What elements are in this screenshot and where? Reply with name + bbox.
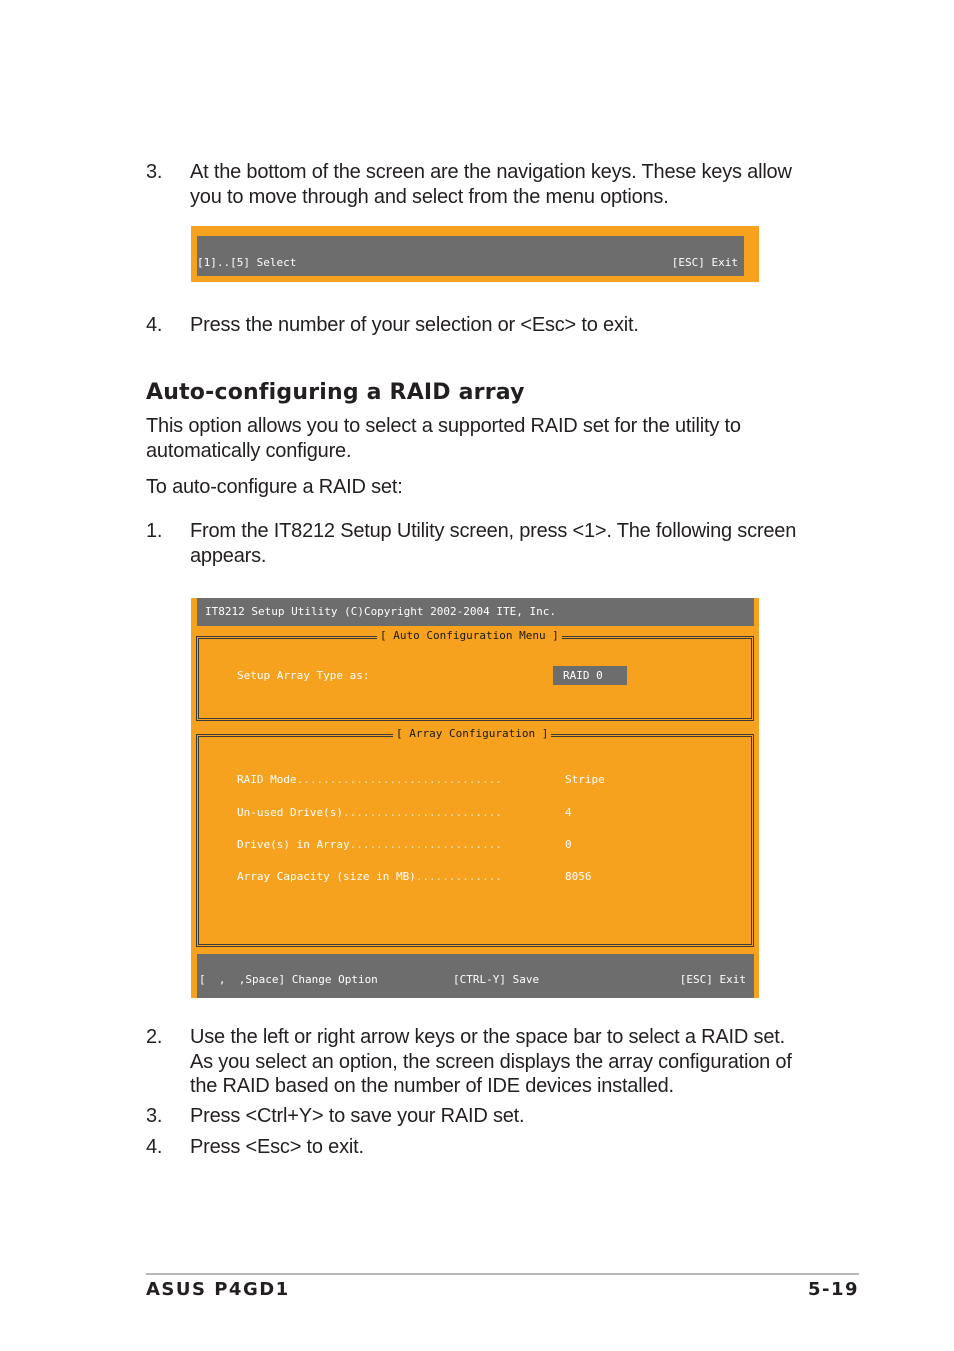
step-line: From the IT8212 Setup Utility screen, press <1>. The following screen — [190, 520, 797, 542]
step-number: 3. — [146, 161, 163, 183]
array-type-selector[interactable] — [553, 666, 627, 685]
step-number: 2. — [146, 1026, 163, 1048]
footer-rule — [146, 1273, 859, 1275]
utility-footer-bar — [197, 954, 754, 998]
step-line: As you select an option, the screen displays the array configuration of — [190, 1050, 792, 1073]
config-row-drives-in-array — [237, 838, 502, 851]
array-config-frame — [196, 727, 754, 947]
save-hint: [CTRL-Y] Save — [453, 973, 540, 986]
config-dots: ............. — [415, 870, 502, 883]
array-config-title: [ Array Configuration ] — [393, 727, 551, 740]
config-row-unused-drives — [237, 806, 502, 819]
nav-keys-screenshot — [191, 226, 759, 282]
footer-page-number: 5-19 — [807, 1279, 859, 1300]
footer-product: ASUS P4GD1 — [146, 1279, 290, 1300]
config-row-raid-mode — [237, 773, 502, 786]
nav-keys-bar — [197, 236, 744, 276]
change-option-hint: [ , ,Space] Change Option — [199, 973, 378, 986]
setup-utility-screenshot — [191, 598, 759, 998]
step-text: Press <Esc> to exit. — [190, 1136, 364, 1158]
step-text — [190, 1025, 830, 1099]
utility-title: IT8212 Setup Utility (C)Copyright 2002-2004 ITE, Inc. — [205, 605, 556, 618]
step-number: 3. — [146, 1105, 163, 1127]
step-line: the RAID based on the number of IDE devices installed. — [190, 1075, 674, 1097]
config-value: Stripe — [565, 773, 605, 786]
step-line: appears. — [190, 544, 267, 567]
section-heading: Auto-configuring a RAID array — [146, 380, 525, 405]
config-value: 4 — [565, 806, 572, 819]
section-intro — [146, 414, 846, 463]
auto-config-menu-frame — [196, 629, 754, 721]
step-line: Use the left or right arrow keys or the space bar to select a RAID set. — [190, 1026, 785, 1048]
step-text: Press the number of your selection or <Esc> to exit. — [190, 314, 639, 336]
array-type-label: Setup Array Type as: — [237, 669, 370, 682]
config-value: 8056 — [565, 870, 592, 883]
step-number: 4. — [146, 1136, 163, 1158]
utility-title-bar — [197, 598, 754, 626]
step-line: you to move through and select from the menu options. — [190, 185, 669, 208]
exit-hint: [ESC] Exit — [671, 256, 738, 269]
config-label: Drive(s) in Array — [237, 838, 350, 851]
exit-hint: [ESC] Exit — [679, 973, 746, 986]
config-dots: ............................... — [296, 773, 502, 786]
auto-config-menu-title: [ Auto Configuration Menu ] — [377, 629, 562, 642]
config-label: Un-used Drive(s) — [237, 806, 343, 819]
section-lead: To auto-configure a RAID set: — [146, 476, 403, 498]
config-dots: ........................ — [342, 806, 502, 819]
step-number: 4. — [146, 314, 163, 336]
step-number: 1. — [146, 520, 163, 542]
config-value: 0 — [565, 838, 572, 851]
step-text — [190, 160, 830, 209]
step-line: At the bottom of the screen are the navigation keys. These keys allow — [190, 161, 792, 183]
config-dots: ....................... — [349, 838, 502, 851]
step-text — [190, 519, 830, 568]
intro-line: automatically configure. — [146, 439, 352, 462]
config-row-array-capacity — [237, 870, 502, 883]
config-label: RAID Mode — [237, 773, 297, 786]
intro-line: This option allows you to select a supported RAID set for the utility to — [146, 415, 741, 437]
array-type-value: RAID 0 — [563, 669, 603, 682]
select-hint: [1]..[5] Select — [197, 256, 297, 269]
step-text: Press <Ctrl+Y> to save your RAID set. — [190, 1105, 525, 1127]
config-label: Array Capacity (size in MB) — [237, 870, 416, 883]
